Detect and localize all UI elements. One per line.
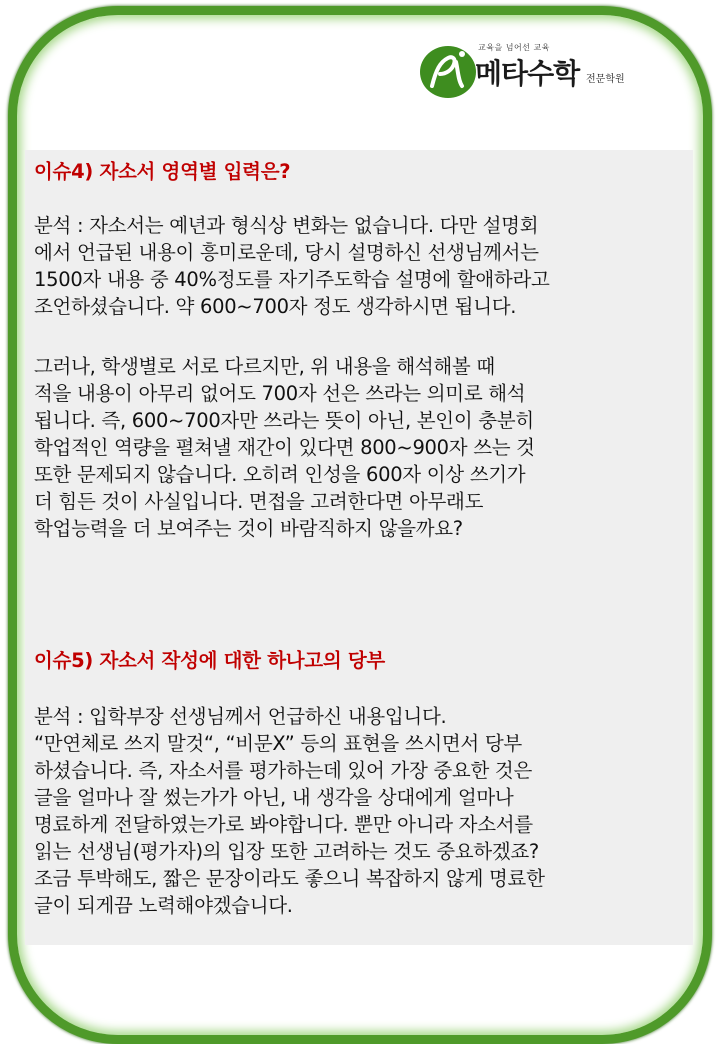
- text-line: 분석 : 자소서는 예년과 형식상 변화는 없습니다. 다만 설명회: [34, 214, 539, 237]
- paragraph: [34, 703, 692, 919]
- text-line: 또한 문제되지 않습니다. 오히려 인성을 600자 이상 쓰기가: [34, 463, 526, 486]
- logo-name: 메타수학: [475, 57, 580, 90]
- logo-mark-icon: [418, 40, 482, 100]
- paragraph: [34, 212, 692, 320]
- text-line: 적을 내용이 아무리 없어도 700자 선은 쓰라는 의미로 해석: [34, 382, 526, 405]
- text-line: 분석 : 입학부장 선생님께서 언급하신 내용입니다.: [34, 705, 447, 728]
- text-line: 읽는 선생님(평가자)의 입장 또한 고려하는 것도 중요하겠죠?: [34, 840, 539, 863]
- text-line: 더 힘든 것이 사실입니다. 면접을 고려한다면 아무래도: [34, 490, 484, 513]
- text-line: 조금 투박해도, 짧은 문장이라도 좋으니 복잡하지 않게 명료한: [34, 867, 545, 890]
- text-line: 학업적인 역량을 펼쳐낼 재간이 있다면 800~900자 쓰는 것: [34, 436, 535, 459]
- text-line: 그러나, 학생별로 서로 다르지만, 위 내용을 해석해볼 때: [34, 355, 495, 378]
- section-title: 이슈4) 자소서 영역별 입력은?: [34, 160, 291, 183]
- text-line: “만연체로 쓰지 말것“, “비문X” 등의 표현을 쓰시면서 당부: [34, 732, 522, 755]
- text-line: 학업능력을 더 보여주는 것이 바람직하지 않을까요?: [34, 517, 463, 540]
- text-line: 조언하셨습니다. 약 600~700자 정도 생각하시면 됩니다.: [34, 295, 517, 318]
- text-line: 글을 얼마나 잘 썼는가가 아닌, 내 생각을 상대에게 얼마나: [34, 786, 514, 809]
- text-line: 1500자 내용 중 40%정도를 자기주도학습 설명에 할애하라고: [34, 268, 550, 291]
- text-line: 하셨습니다. 즉, 자소서를 평가하는데 있어 가장 중요한 것은: [34, 759, 532, 782]
- paragraph: [34, 353, 692, 542]
- text-line: 명료하게 전달하였는가로 봐야합니다. 뿐만 아니라 자소서를: [34, 813, 533, 836]
- text-line: 에서 언급된 내용이 흥미로운데, 당시 설명하신 선생님께서는: [34, 241, 539, 264]
- logo: [418, 40, 648, 100]
- logo-tagline: 교육을 넘어선 교육: [478, 43, 550, 52]
- section-title: 이슈5) 자소서 작성에 대한 하나고의 당부: [34, 649, 385, 672]
- text-line: 됩니다. 즉, 600~700자만 쓰라는 뜻이 아닌, 본인이 충분히: [34, 409, 534, 432]
- logo-subtitle: 전문학원: [586, 74, 625, 85]
- text-line: 글이 되게끔 노력해야겠습니다.: [34, 894, 293, 917]
